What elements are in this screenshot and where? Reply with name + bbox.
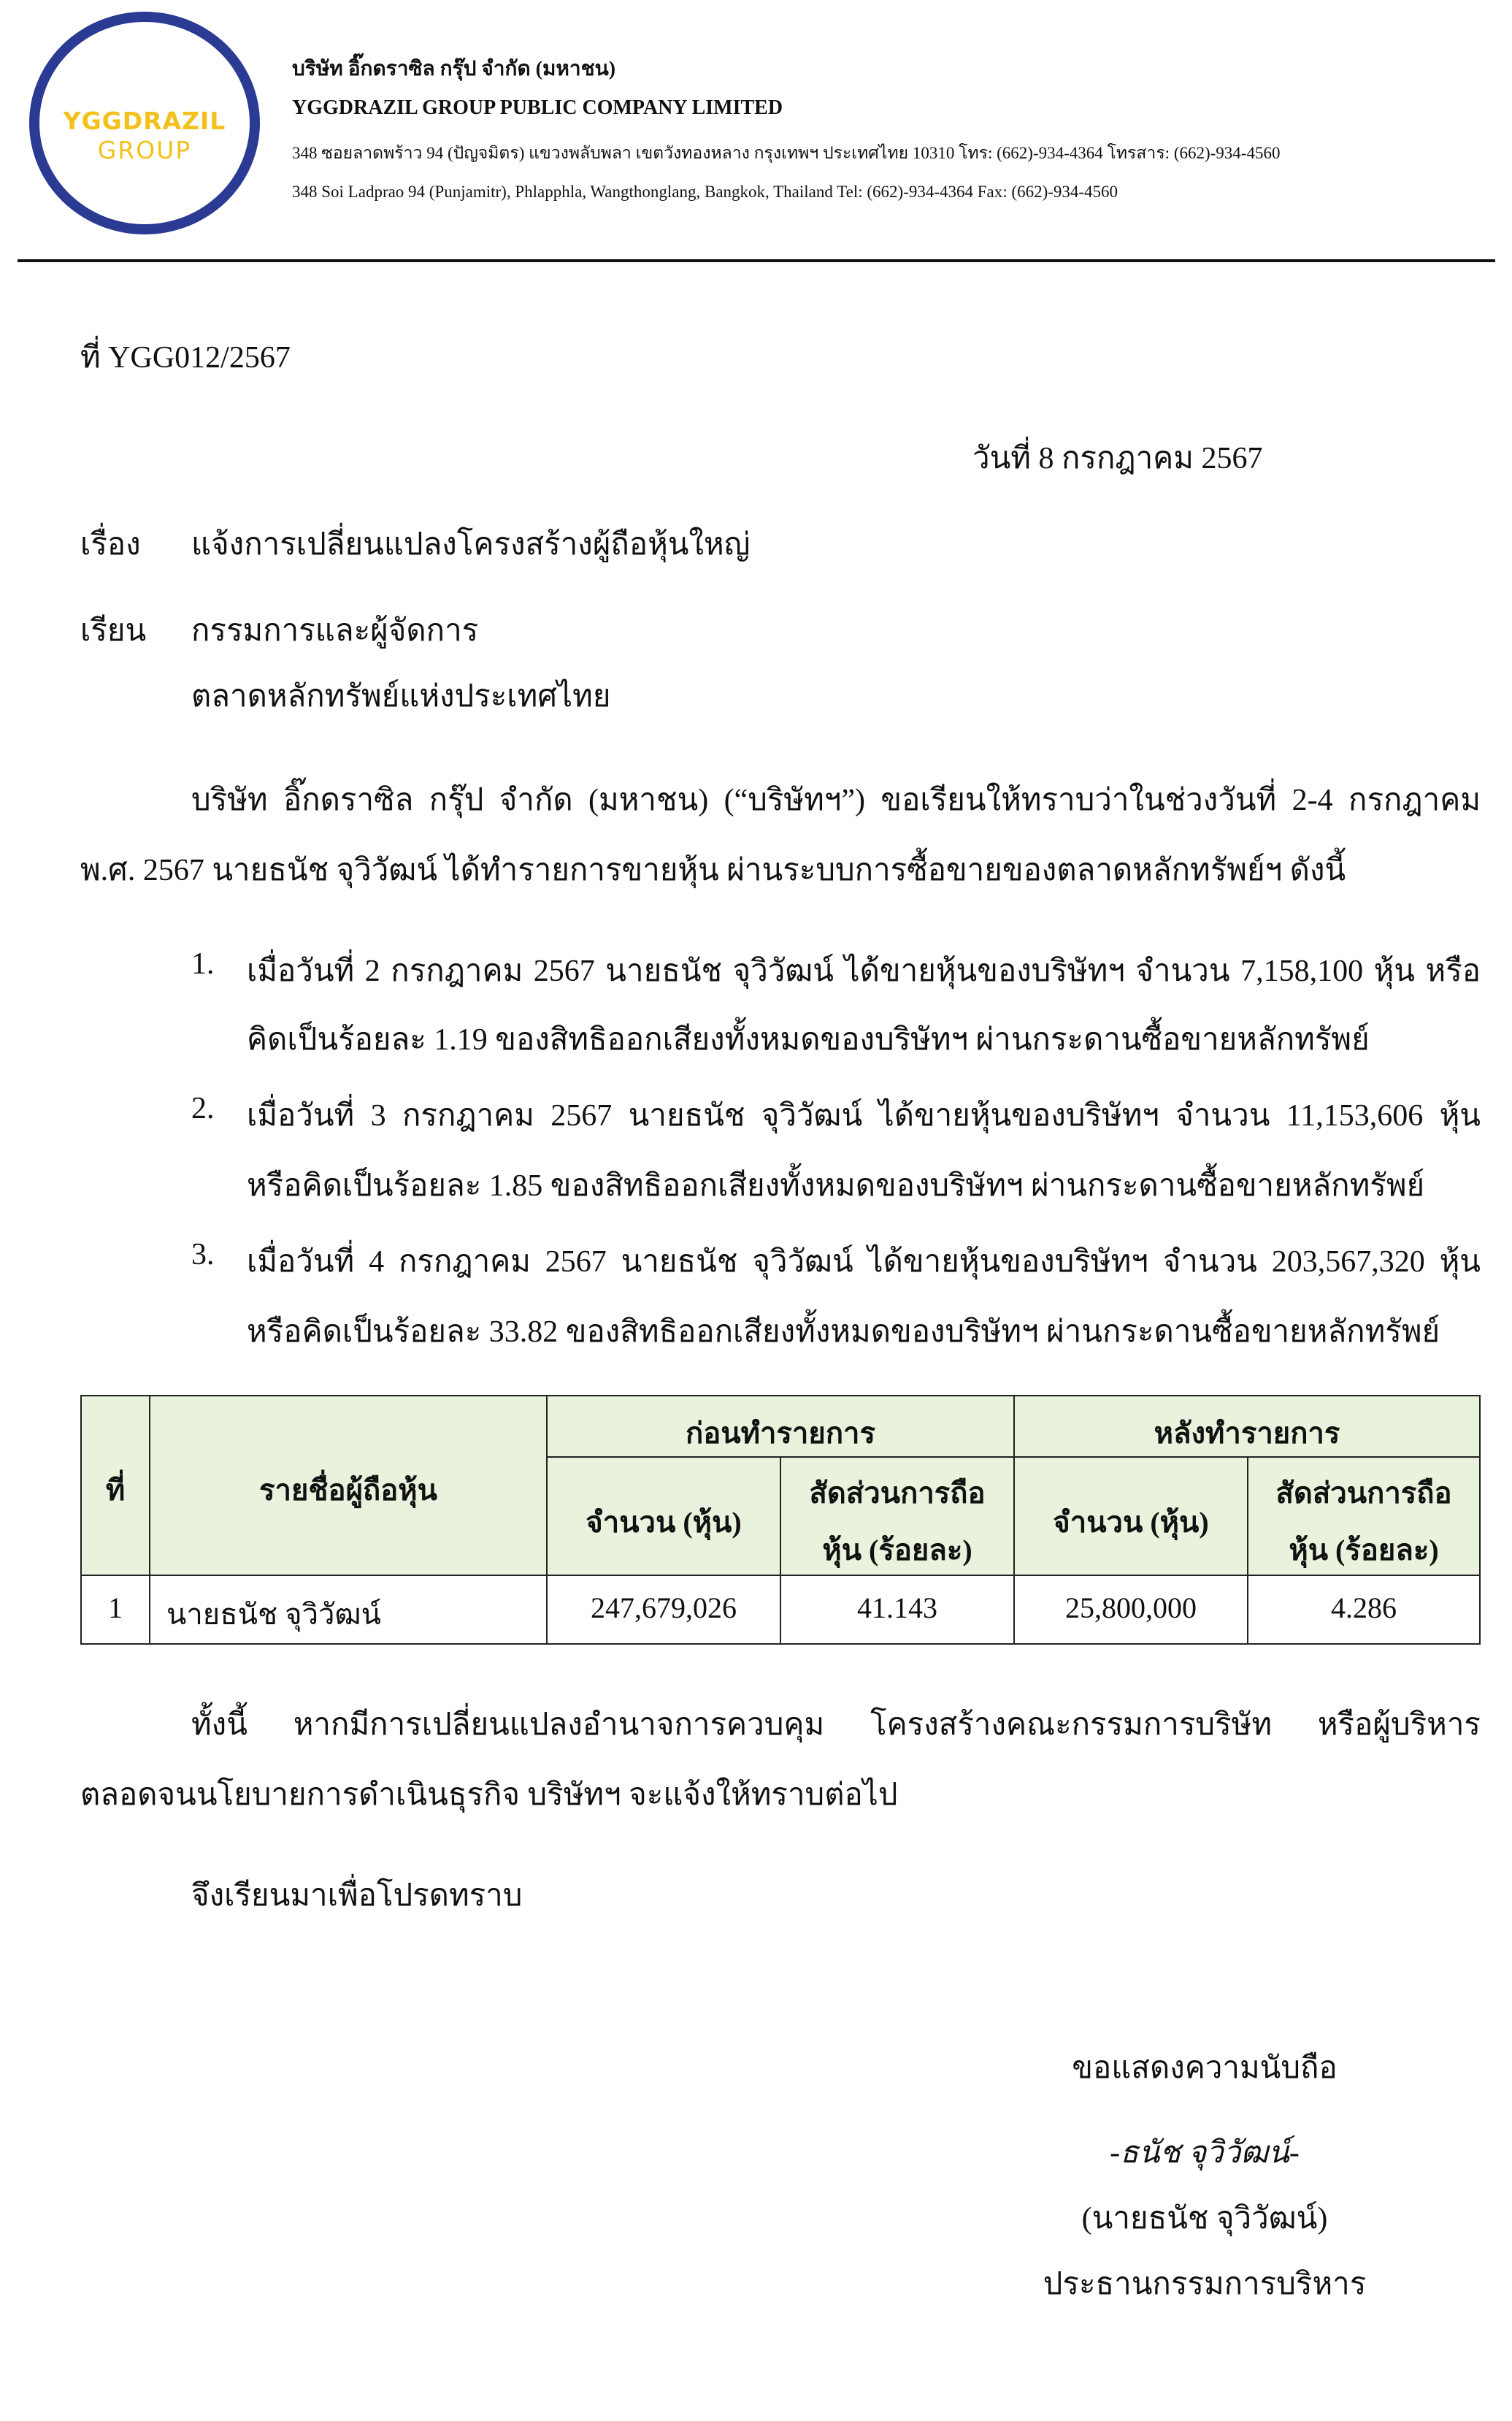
item-number: 1. (191, 947, 215, 981)
letterhead-divider (18, 259, 1495, 262)
item-3-line-1: เมื่อวันที่ 4 กรกฎาคม 2567 นายธนัช จุวิวัฒน์ ได้ขายหุ้นของบริษัทฯ จำนวน 203,567,320 หุ้น (247, 1245, 1481, 1279)
recipient-line-1: กรรมการและผู้จัดการ (191, 614, 479, 648)
item-1-line-1: เมื่อวันที่ 2 กรกฎาคม 2567 นายธนัช จุวิวัฒน์ ได้ขายหุ้นของบริษัทฯ จำนวน 7,158,100 หุ้น หรือ (247, 955, 1481, 988)
letter-date: วันที่ 8 กรกฎาคม 2567 (972, 442, 1263, 475)
logo-text-group: GROUP (97, 136, 192, 164)
signature-printed-name: (นายธนัช จุวิวัฒน์) (1081, 2202, 1328, 2235)
header-shareholder-name: รายชื่อผู้ถือหุ้น (259, 1474, 437, 1507)
table-divider (82, 1575, 1479, 1576)
item-2-line-1: เมื่อวันที่ 3 กรกฎาคม 2567 นายธนัช จุวิวัฒน์ ได้ขายหุ้นของบริษัทฯ จำนวน 11,153,606 หุ้น (247, 1099, 1481, 1133)
header-after-amount: จำนวน (หุ้น) (1053, 1506, 1209, 1539)
item-2-line-2: หรือคิดเป็นร้อยละ 1.85 ของสิทธิออกเสียงทั้งหมดของบริษัทฯ ผ่านกระดานซื้อขายหลักทรัพย์ (247, 1169, 1425, 1203)
company-name-english: YGGDRAZIL GROUP PUBLIC COMPANY LIMITED (292, 96, 783, 119)
closing-line-1: ทั้งนี้ หากมีการเปลี่ยนแปลงอำนาจการควบคุม โครงสร้างคณะกรรมการบริษัท หรือผู้บริหาร (191, 1708, 1481, 1742)
closing-remark: จึงเรียนมาเพื่อโปรดทราบ (191, 1879, 523, 1913)
recipient-line-2: ตลาดหลักทรัพย์แห่งประเทศไทย (191, 680, 611, 714)
header-before-amount: จำนวน (หุ้น) (586, 1506, 742, 1539)
header-before-ratio-line-1: สัดส่วนการถือ (809, 1477, 986, 1510)
company-name-thai: บริษัท อิ๊กดราซิล กรุ๊ป จำกัด (มหาชน) (292, 58, 616, 80)
header-after-ratio-line-2: หุ้น (ร้อยละ) (1289, 1534, 1439, 1567)
header-before-transaction: ก่อนทำรายการ (686, 1417, 875, 1450)
header-before-ratio-line-2: หุ้น (ร้อยละ) (822, 1534, 972, 1567)
intro-line-2: พ.ศ. 2567 นายธนัช จุวิวัฒน์ ได้ทำรายการขายหุ้น ผ่านระบบการซื้อขายของตลาดหลักทรัพย์ฯ ดังนี้ (80, 854, 1346, 887)
subject-label: เรื่อง (80, 528, 141, 562)
item-number: 3. (191, 1238, 215, 1271)
row-before-amount: 247,679,026 (591, 1591, 737, 1624)
logo-text-yggdrazil: YGGDRAZIL (63, 107, 226, 135)
reference-number: ที่ YGG012/2567 (80, 341, 291, 375)
row-after-ratio: 4.286 (1331, 1591, 1397, 1624)
company-logo (29, 12, 260, 234)
header-after-ratio-line-1: สัดส่วนการถือ (1275, 1477, 1452, 1510)
signature-regards: ขอแสดงความนับถือ (1072, 2051, 1338, 2085)
signature-title: ประธานกรรมการบริหาร (1043, 2268, 1367, 2301)
row-before-ratio: 41.143 (857, 1591, 937, 1624)
item-number: 2. (191, 1092, 215, 1125)
header-no: ที่ (105, 1474, 126, 1507)
closing-line-2: ตลอดจนนโยบายการดำเนินธุรกิจ บริษัทฯ จะแจ้งให้ทราบต่อไป (80, 1778, 898, 1812)
header-after-transaction: หลังทำรายการ (1154, 1417, 1340, 1450)
shareholding-table (80, 1395, 1481, 1645)
item-1-line-2: คิดเป็นร้อยละ 1.19 ของสิทธิออกเสียงทั้งหมดของบริษัทฯ ผ่านกระดานซื้อขายหลักทรัพย์ (247, 1023, 1370, 1057)
recipient-label: เรียน (80, 614, 147, 648)
logo-inner-circle (39, 22, 250, 224)
signature-signed-name: -ธนัช จุวิวัฒน์- (1110, 2136, 1300, 2170)
row-after-amount: 25,800,000 (1065, 1591, 1197, 1624)
table-divider (546, 1456, 1479, 1458)
row-shareholder-name: นายธนัช จุวิวัฒน์ (166, 1598, 381, 1631)
company-address-thai: 348 ซอยลาดพร้าว 94 (ปัญจมิตร) แขวงพลับพลา เขตวังทองหลาง กรุงเทพฯ ประเทศไทย 10310 โทร: (662)-934-4364 โทรสาร: (662)-934-4560 (292, 144, 1281, 162)
row-no: 1 (108, 1591, 123, 1624)
subject-text: แจ้งการเปลี่ยนแปลงโครงสร้างผู้ถือหุ้นใหญ่ (191, 528, 751, 562)
table-divider (149, 1396, 150, 1643)
item-3-line-2: หรือคิดเป็นร้อยละ 33.82 ของสิทธิออกเสียงทั้งหมดของบริษัทฯ ผ่านกระดานซื้อขายหลักทรัพย์ (247, 1315, 1440, 1349)
intro-line-1: บริษัท อิ๊กดราซิล กรุ๊ป จำกัด (มหาชน) (“บริษัทฯ”) ขอเรียนให้ทราบว่าในช่วงวันที่ 2-4 กรกฎาคม (191, 784, 1481, 817)
company-address-english: 348 Soi Ladprao 94 (Punjamitr), Phlapphla, Wangthonglang, Bangkok, Thailand Tel: (662)-934-4364 Fax: (662)-934-4560 (292, 183, 1118, 201)
